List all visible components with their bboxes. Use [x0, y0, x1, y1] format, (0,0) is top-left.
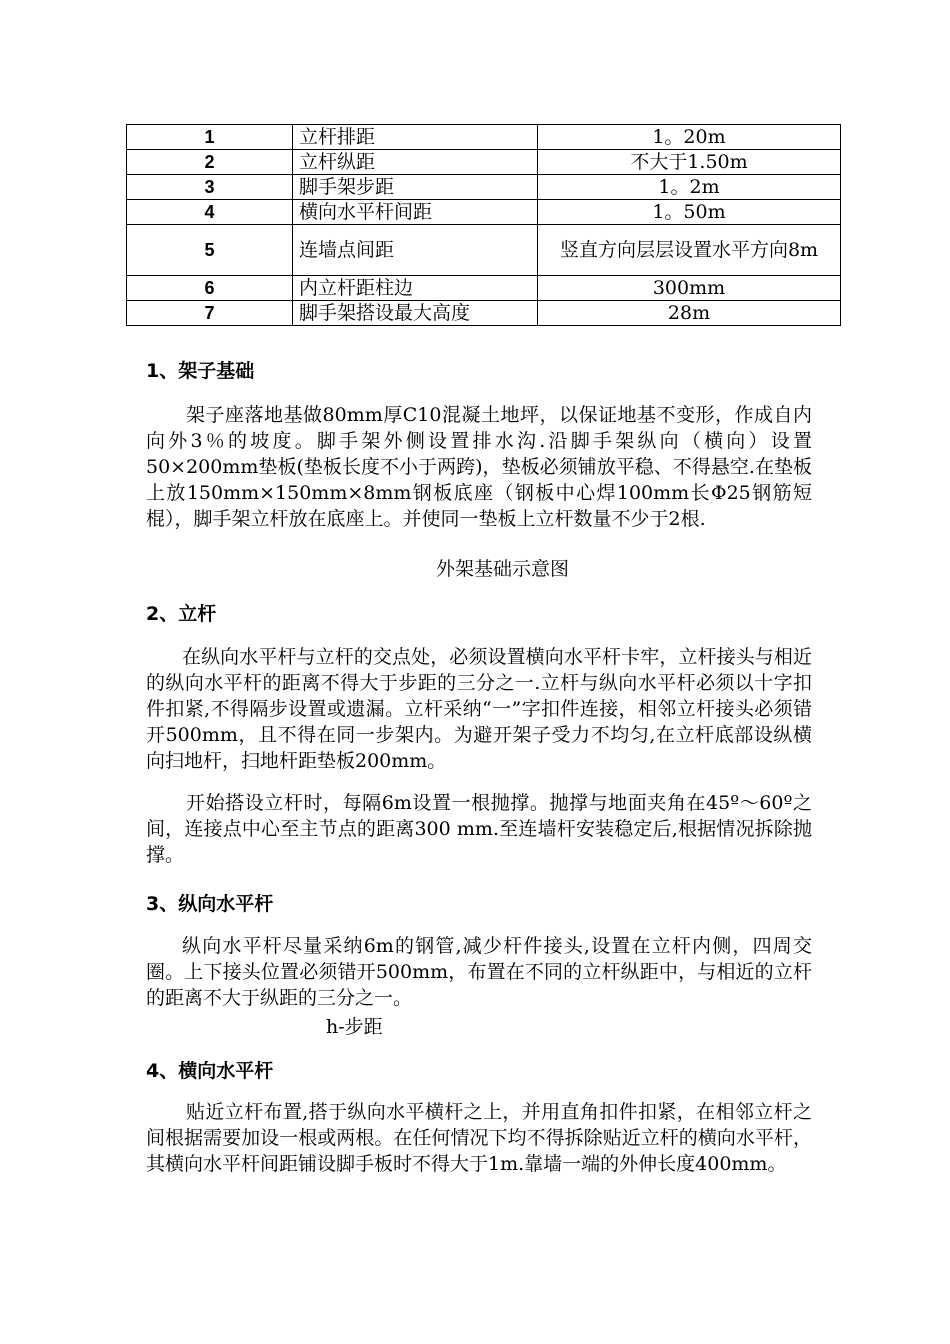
row-item: 立杆排距 — [293, 125, 538, 150]
row-number: 1 — [127, 125, 293, 150]
row-value: 300mm — [538, 276, 841, 301]
table-row — [127, 301, 841, 326]
figure-caption-step: h-步距 — [326, 1016, 383, 1038]
row-value: 1。50m — [538, 200, 841, 225]
row-item: 脚手架搭设最大高度 — [293, 301, 538, 326]
scaffold-spec-table — [126, 124, 841, 326]
section-paragraph-upright-1: 在纵向水平杆与立杆的交点处，必须设置横向水平杆卡牢，立杆接头与相近的纵向水平杆的距离不得大于步距的三分之一.立杆与纵向水平杆必须以十字扣件扣紧,不得隔步设置或遗漏。立杆采纳“一”字扣件连接，相邻立杆接头必须错开500mm，且不得在同一步架内。为避开架子受力不均匀,在立杆底部设纵横向扫地杆，扫地杆距垫板200mm。 — [146, 646, 812, 772]
section-heading-upright: 2、立杆 — [146, 603, 217, 625]
row-item: 立杆纵距 — [293, 150, 538, 175]
table-row — [127, 150, 841, 175]
table-row — [127, 125, 841, 150]
section-paragraph-transverse-bar: 贴近立杆布置,搭于纵向水平横杆之上，并用直角扣件扣紧，在相邻立杆之间根据需要加设一根或两根。在任何情况下均不得拆除贴近立杆的横向水平杆，其横向水平杆间距铺设脚手板时不得大于1m.靠墙一端的外伸长度400mm。 — [146, 1101, 812, 1175]
section-heading-longitudinal-bar: 3、纵向水平杆 — [146, 893, 274, 915]
section-paragraph-longitudinal-bar: 纵向水平杆尽量采纳6m的钢管,减少杆件接头,设置在立杆内侧，四周交圈。上下接头位置必须错开500mm，布置在不同的立杆纵距中，与相近的立杆的距离不大于纵距的三分之一。 — [146, 935, 812, 1009]
row-number: 2 — [127, 150, 293, 175]
section-heading-foundation: 1、架子基础 — [146, 360, 255, 382]
section-paragraph-upright-2: 开始搭设立杆时，每隔6m设置一根抛撑。抛撑与地面夹角在45º～60º之间，连接点中心至主节点的距离300 mm.至连墙杆安装稳定后,根据情况拆除抛撑。 — [146, 792, 812, 866]
row-item: 横向水平杆间距 — [293, 200, 538, 225]
row-number: 5 — [127, 225, 293, 276]
row-number: 6 — [127, 276, 293, 301]
row-number: 3 — [127, 175, 293, 200]
row-item: 连墙点间距 — [293, 225, 538, 276]
row-value: 28m — [538, 301, 841, 326]
row-item: 脚手架步距 — [293, 175, 538, 200]
row-value: 不大于1.50m — [538, 150, 841, 175]
table-row — [127, 225, 841, 276]
row-number: 7 — [127, 301, 293, 326]
row-item: 内立杆距柱边 — [293, 276, 538, 301]
table-row — [127, 276, 841, 301]
row-value: 1。2m — [538, 175, 841, 200]
table-row — [127, 200, 841, 225]
row-number: 4 — [127, 200, 293, 225]
section-heading-transverse-bar: 4、横向水平杆 — [146, 1060, 274, 1082]
table-row — [127, 175, 841, 200]
figure-caption-foundation: 外架基础示意图 — [436, 558, 570, 580]
row-value: 1。20m — [538, 125, 841, 150]
section-paragraph-foundation: 架子座落地基做80mm厚C10混凝土地坪，以保证地基不变形，作成自内向外3％的坡度。脚手架外侧设置排水沟.沿脚手架纵向（横向）设置50×200mm垫板(垫板长度不小于两跨)，垫板必须铺放平稳、不得悬空.在垫板上放150mm×150mm×8mm钢板底座（钢板中心焊100mm长Φ25钢筋短棍），脚手架立杆放在底座上。并使同一垫板上立杆数量不少于2根. — [146, 404, 812, 530]
row-value: 竖直方向层层设置水平方向8m — [538, 225, 841, 276]
